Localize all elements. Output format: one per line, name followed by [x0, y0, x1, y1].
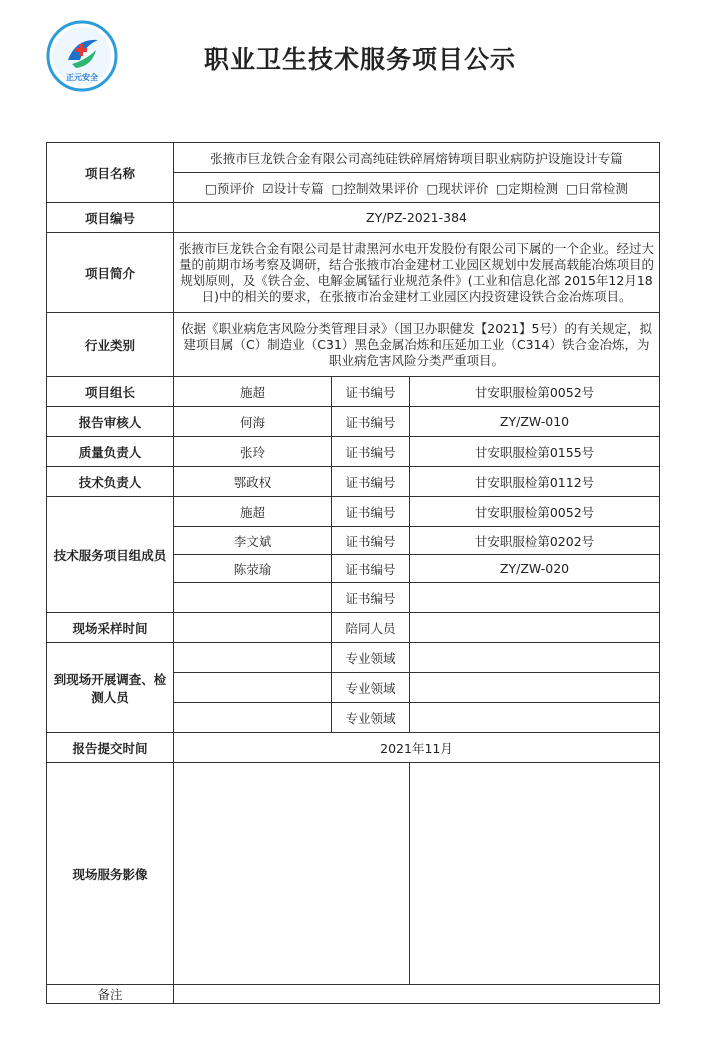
reviewer-name: 何海 [174, 407, 332, 437]
site-image-slot-1 [174, 763, 410, 985]
reviewer-label: 报告审核人 [47, 407, 174, 437]
member-name [174, 583, 332, 613]
leader-cert: 甘安职服检第0052号 [410, 377, 660, 407]
member-cert: 甘安职服检第0202号 [410, 527, 660, 555]
tech-name: 鄂政权 [174, 467, 332, 497]
leader-name: 施超 [174, 377, 332, 407]
survey-field [410, 673, 660, 703]
site-image-slot-2 [410, 763, 660, 985]
sampling-time [174, 613, 332, 643]
remarks-label: 备注 [47, 985, 174, 1004]
tech-cert: 甘安职服检第0112号 [410, 467, 660, 497]
project-intro-label: 项目简介 [47, 233, 174, 313]
members-label: 技术服务项目组成员 [47, 497, 174, 613]
cert-label: 证书编号 [332, 407, 410, 437]
evaluation-type-options [174, 173, 660, 203]
cert-label: 证书编号 [332, 377, 410, 407]
quality-cert: 甘安职服检第0155号 [410, 437, 660, 467]
survey-name [174, 643, 332, 673]
cert-label: 证书编号 [332, 527, 410, 555]
page-title: 职业卫生技术服务项目公示 [203, 45, 516, 74]
leader-label: 项目组长 [47, 377, 174, 407]
site-images-label: 现场服务影像 [47, 763, 174, 985]
sampling-time-label: 现场采样时间 [47, 613, 174, 643]
industry-text: 依据《职业病危害风险分类管理目录》（国卫办职健发【2021】5号）的有关规定，拟建项目属（C）制造业（C31）黑色金属冶炼和压延加工业（C314）铁合金冶炼，为职业病危害风险分类严重项目。 [174, 313, 660, 377]
project-number-label: 项目编号 [47, 203, 174, 233]
quality-name: 张玲 [174, 437, 332, 467]
cert-label: 证书编号 [332, 583, 410, 613]
cert-label: 证书编号 [332, 467, 410, 497]
option-design-chapter: ☑设计专篇 [262, 180, 324, 196]
project-info-table [46, 142, 660, 1004]
option-daily-testing: □日常检测 [566, 180, 628, 196]
field-label: 专业领域 [332, 703, 410, 733]
option-pre-evaluation: □预评价 [205, 180, 255, 196]
field-label: 专业领域 [332, 673, 410, 703]
industry-label: 行业类别 [47, 313, 174, 377]
member-cert [410, 583, 660, 613]
project-intro: 张掖市巨龙铁合金有限公司是甘肃黑河水电开发股份有限公司下属的一个企业。经过大量的前期市场考察及调研，结合张掖市冶金建材工业园区规划中发展高载能冶炼项目的规划原则，及《铁合金、电解金属锰行业规范条件》(工业和信息化部 2015年12月18日)中的相关的要求，在张掖市冶金建材工业园区内投资建设铁合金冶炼项目。 [174, 233, 660, 313]
remarks-value [174, 985, 660, 1004]
option-status-evaluation: □现状评价 [426, 180, 489, 196]
project-name-label: 项目名称 [47, 143, 174, 203]
tech-label: 技术负责人 [47, 467, 174, 497]
member-name: 李文斌 [174, 527, 332, 555]
survey-name [174, 703, 332, 733]
companion-label: 陪同人员 [332, 613, 410, 643]
field-label: 专业领域 [332, 643, 410, 673]
cert-label: 证书编号 [332, 497, 410, 527]
option-periodic-testing: □定期检测 [496, 180, 559, 196]
project-name: 张掖市巨龙铁合金有限公司高纯硅铁碎屑熔铸项目职业病防护设施设计专篇 [174, 143, 660, 173]
cert-label: 证书编号 [332, 555, 410, 583]
submit-time: 2021年11月 [174, 733, 660, 763]
member-cert: ZY/ZW-020 [410, 555, 660, 583]
logo-text: 正元安全 [66, 73, 98, 82]
cert-label: 证书编号 [332, 437, 410, 467]
member-cert: 甘安职服检第0052号 [410, 497, 660, 527]
companion-value [410, 613, 660, 643]
survey-field [410, 643, 660, 673]
submit-time-label: 报告提交时间 [47, 733, 174, 763]
member-name: 施超 [174, 497, 332, 527]
project-number: ZY/PZ-2021-384 [174, 203, 660, 233]
quality-label: 质量负责人 [47, 437, 174, 467]
survey-staff-label: 到现场开展调查、检测人员 [47, 643, 174, 733]
survey-field [410, 703, 660, 733]
reviewer-cert: ZY/ZW-010 [410, 407, 660, 437]
option-control-evaluation: □控制效果评价 [331, 180, 419, 196]
survey-name [174, 673, 332, 703]
member-name: 陈荥瑜 [174, 555, 332, 583]
